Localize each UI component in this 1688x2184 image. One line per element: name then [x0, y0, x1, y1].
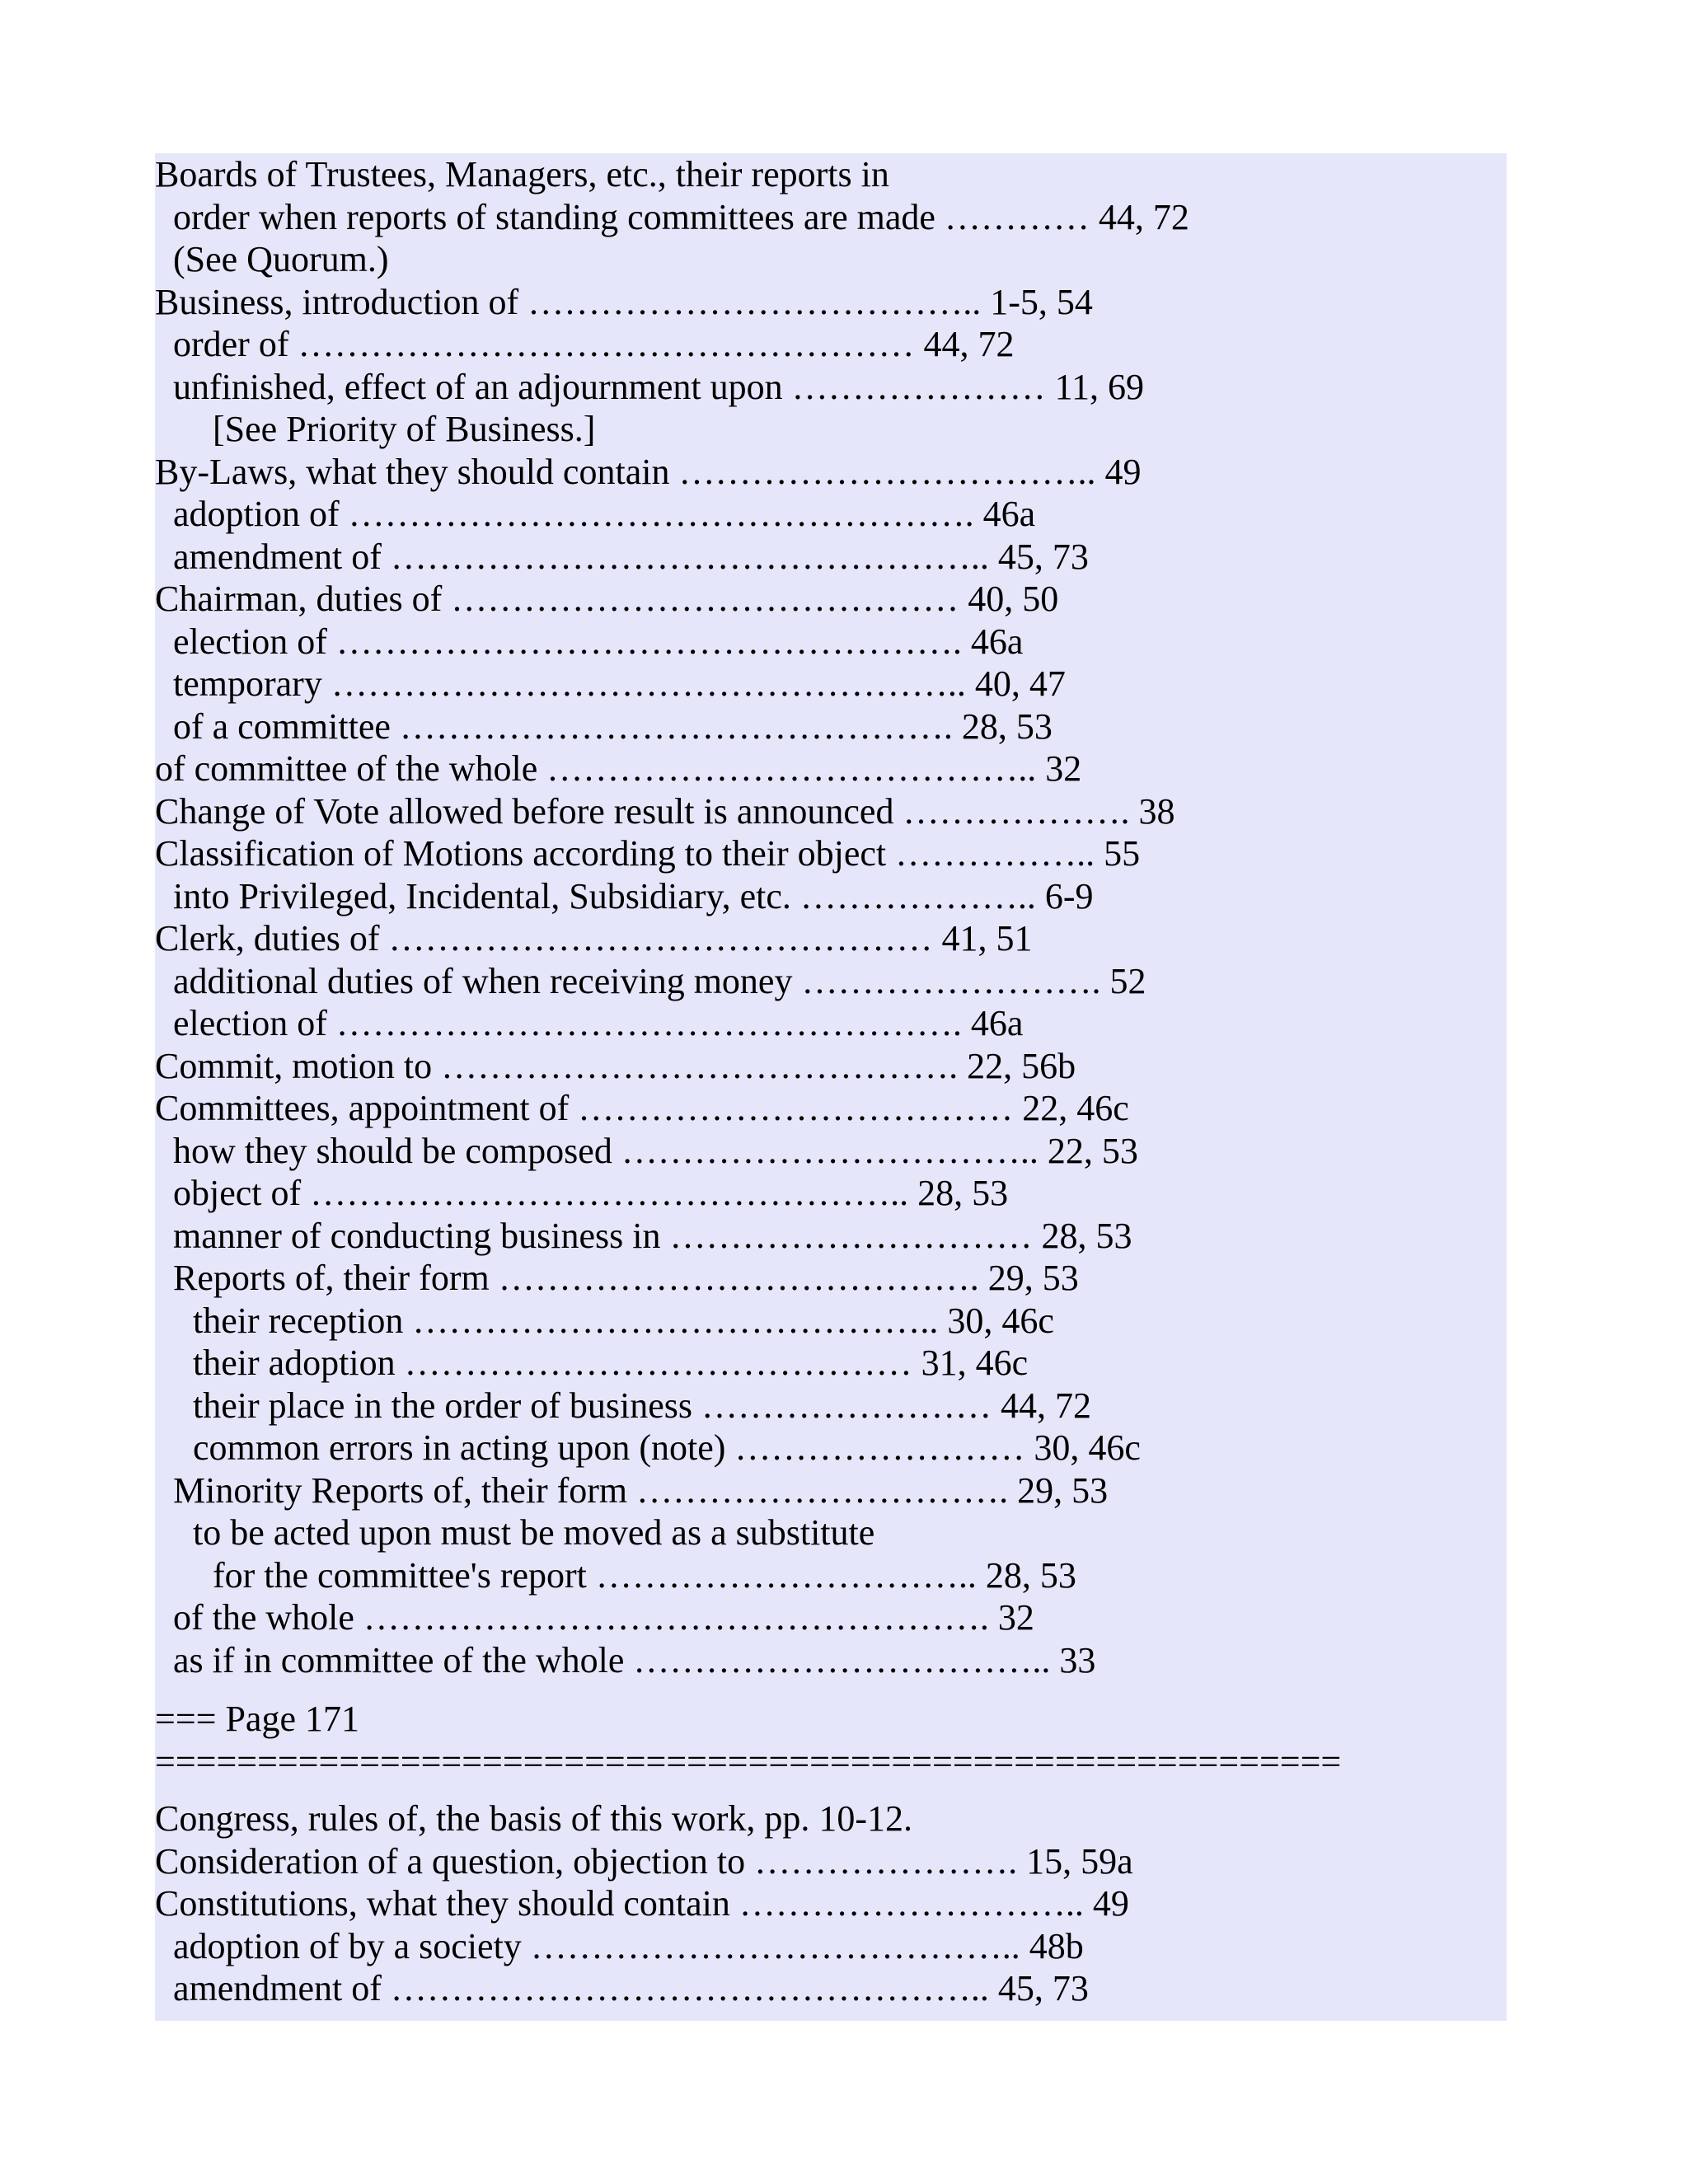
index-entry: additional duties of when receiving money ……………………. 52: [173, 960, 1146, 1001]
index-entry: temporary …………………………………………….. 40, 47: [173, 663, 1066, 704]
index-page: [155, 153, 1507, 2010]
index-entry: Committees, appointment of ……………………………… 22, 46c: [155, 1088, 1129, 1128]
index-entries-page-171: [155, 1797, 1507, 2010]
index-entry: Commit, motion to ……………………………………. 22, 56b: [155, 1045, 1076, 1086]
index-entry: manner of conducting business in ………………………… 28, 53: [173, 1215, 1132, 1256]
index-entry: election of ……………………………………………. 46a: [173, 1003, 1024, 1043]
index-entry: of a committee ………………………………………. 28, 53: [173, 705, 1053, 747]
index-entry: election of ……………………………………………. 46a: [173, 621, 1024, 662]
index-entry: order when reports of standing committees are made ………… 44, 72: [173, 196, 1189, 237]
index-entry: Consideration of a question, objection to …………………. 15, 59a: [155, 1840, 1133, 1882]
index-entry: for the committee's report ………………………….. 28, 53: [213, 1554, 1076, 1596]
index-entry: Classification of Motions according to their object …………….. 55: [155, 833, 1141, 874]
index-entry: their reception …………………………………….. 30, 46c: [193, 1300, 1054, 1341]
index-entry: amendment of ………………………………………….. 45, 73: [173, 536, 1089, 577]
index-entry: Business, introduction of ……………………………….. 1-5, 54: [155, 281, 1093, 322]
index-entry: as if in committee of the whole …………………………….. 33: [173, 1639, 1096, 1680]
index-entry: Reports of, their form …………………………………. 29, 53: [173, 1258, 1079, 1298]
index-entry: to be acted upon must be moved as a substitute: [193, 1512, 875, 1553]
index-entry: of the whole ……………………………………………. 32: [173, 1597, 1034, 1638]
page-rule: ==========================================================: [155, 1741, 1342, 1782]
index-entry: object of ………………………………………….. 28, 53: [173, 1173, 1009, 1213]
index-entry: Congress, rules of, the basis of this work, pp. 10-12.: [155, 1798, 913, 1839]
index-entry: Clerk, duties of ……………………………………… 41, 51: [155, 918, 1033, 958]
index-entry: adoption of ……………………………………………. 46a: [173, 494, 1036, 534]
index-entry: [See Priority of Business.]: [213, 409, 596, 449]
index-entry: of committee of the whole ………………………………….. 32: [155, 748, 1082, 789]
index-entry: amendment of ………………………………………….. 45, 73: [173, 1968, 1089, 2008]
index-entry: into Privileged, Incidental, Subsidiary, etc. ……………….. 6-9: [173, 875, 1094, 916]
index-entry: Minority Reports of, their form …………………………. 29, 53: [173, 1469, 1109, 1511]
index-entry: how they should be composed …………………………….. 22, 53: [173, 1130, 1138, 1171]
page-marker: === Page 171: [155, 1699, 359, 1739]
index-entry: their adoption …………………………………… 31, 46c: [193, 1343, 1029, 1383]
index-entry: common errors in acting upon (note) …………………… 30, 46c: [193, 1427, 1141, 1468]
index-entry: Change of Vote allowed before result is announced ………………. 38: [155, 790, 1175, 832]
index-entries-page-170: [155, 153, 1507, 1681]
index-entry: adoption of by a society ………………………………….. 48b: [173, 1925, 1084, 1966]
index-entry: Boards of Trustees, Managers, etc., their reports in: [155, 154, 889, 194]
index-entry: order of …………………………………………… 44, 72: [173, 324, 1015, 364]
index-entry: (See Quorum.): [173, 239, 389, 279]
index-entry: their place in the order of business …………………… 44, 72: [193, 1385, 1092, 1426]
index-entry: By-Laws, what they should contain …………………………….. 49: [155, 451, 1142, 492]
index-entry: Constitutions, what they should contain ……………………….. 49: [155, 1883, 1129, 1924]
index-entry: unfinished, effect of an adjournment upon ………………… 11, 69: [173, 366, 1145, 407]
index-entry: Chairman, duties of …………………………………… 40, 50: [155, 579, 1059, 619]
